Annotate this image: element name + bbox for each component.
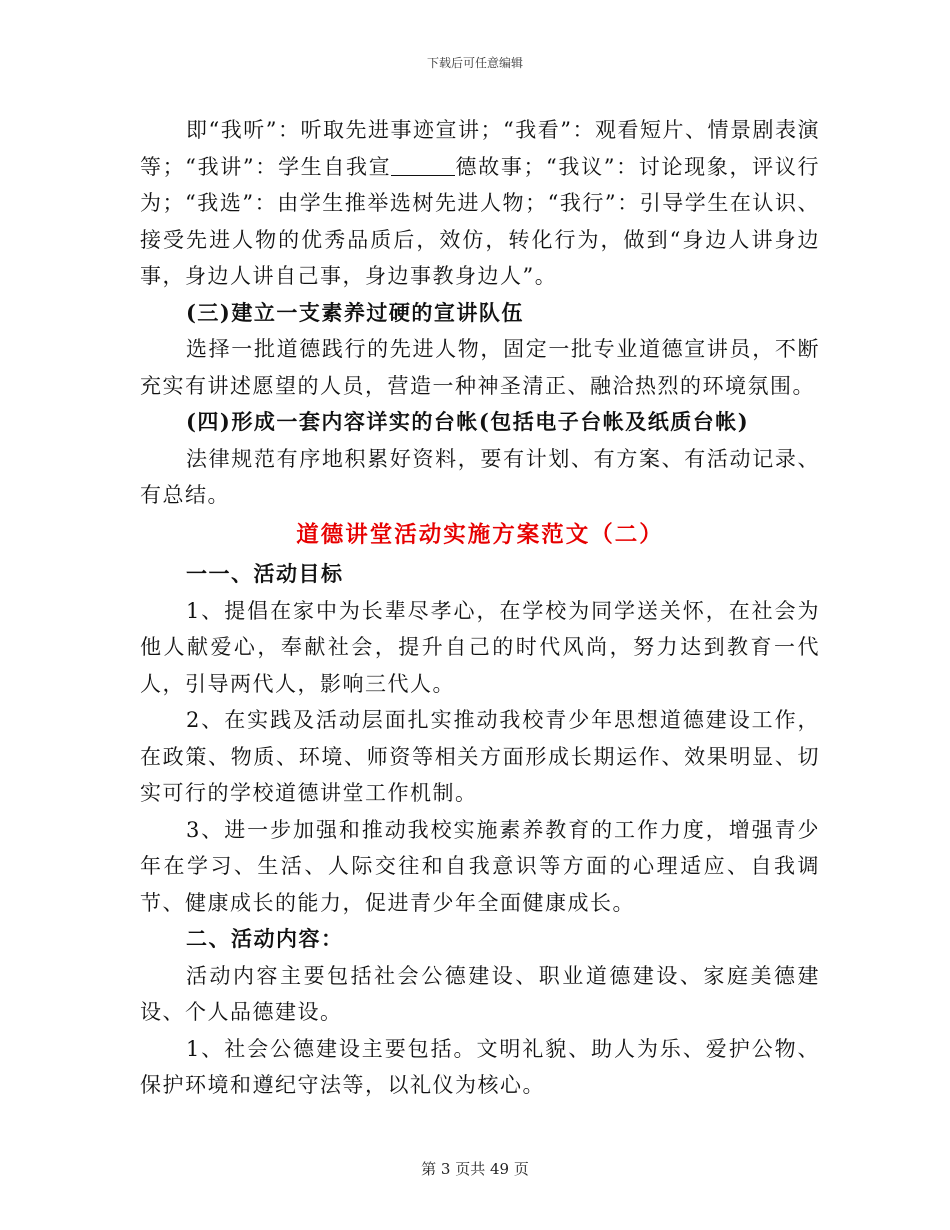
page-header: 下载后可任意编辑	[426, 56, 523, 70]
document-title-2: 道德讲堂活动实施方案范文（二）	[296, 521, 664, 548]
content-item-1: 1、社会公德建设主要包括。文明礼貌、助人为乐、爱护公物、保护环境和遵纪守法等，以礼仪为核心。	[140, 1036, 820, 1097]
paragraph-team: 选择一批道德践行的先进人物，固定一批专业道德宣讲员，不断充实有讲述愿望的人员，营造一种神圣清正、融洽热烈的环境氛围。	[140, 337, 820, 398]
paragraph-records: 法律规范有序地积累好资料，要有计划、有方案、有活动记录、有总结。	[140, 446, 820, 507]
paragraph-text: 德故事；“我议”：讨论现象，评议行为；“我选”：由学生推举选树先进人物；“我行”：引导学生在认识、接受先进人物的优秀品质后，效仿，转化行为，做到“身边人讲身边事，身边人讲自己事，身边事教身边人”。	[140, 154, 820, 288]
section-heading-4: (四)形成一套内容详实的台帐(包括电子台帐及纸质台帐)	[186, 409, 750, 434]
goal-item-2: 2、在实践及活动层面扎实推动我校青少年思想道德建设工作，在政策、物质、环境、师资等相关方面形成长期运作、效果明显、切实可行的学校道德讲堂工作机制。	[140, 708, 820, 805]
document-body	[140, 112, 820, 1104]
section-heading-goals: 一一、活动目标	[186, 561, 344, 586]
paragraph-activities	[140, 112, 820, 295]
section-heading-3: (三)建立一支素养过硬的宣讲队伍	[186, 299, 524, 325]
content-intro: 活动内容主要包括社会公德建设、职业道德建设、家庭美德建设、个人品德建设。	[140, 963, 820, 1024]
fill-blank	[391, 155, 455, 176]
goal-item-3: 3、进一步加强和推动我校实施素养教育的工作力度，增强青少年在学习、生活、人际交往和自我意识等方面的心理适应、自我调节、健康成长的能力，促进青少年全面健康成长。	[140, 817, 820, 915]
section-heading-content: 二、活动内容：	[186, 926, 344, 951]
paragraph-text: 即“我听”：听取先进事迹宣讲；“我看”：观看短片、情景剧表演等；“我讲”：学生自我宣	[140, 118, 820, 179]
page-footer: 第 3 页共 49 页	[421, 1160, 529, 1178]
goal-item-1: 1、提倡在家中为长辈尽孝心，在学校为同学送关怀，在社会为他人献爱心，奉献社会，提升自己的时代风尚，努力达到教育一代人，引导两代人，影响三代人。	[140, 598, 820, 696]
